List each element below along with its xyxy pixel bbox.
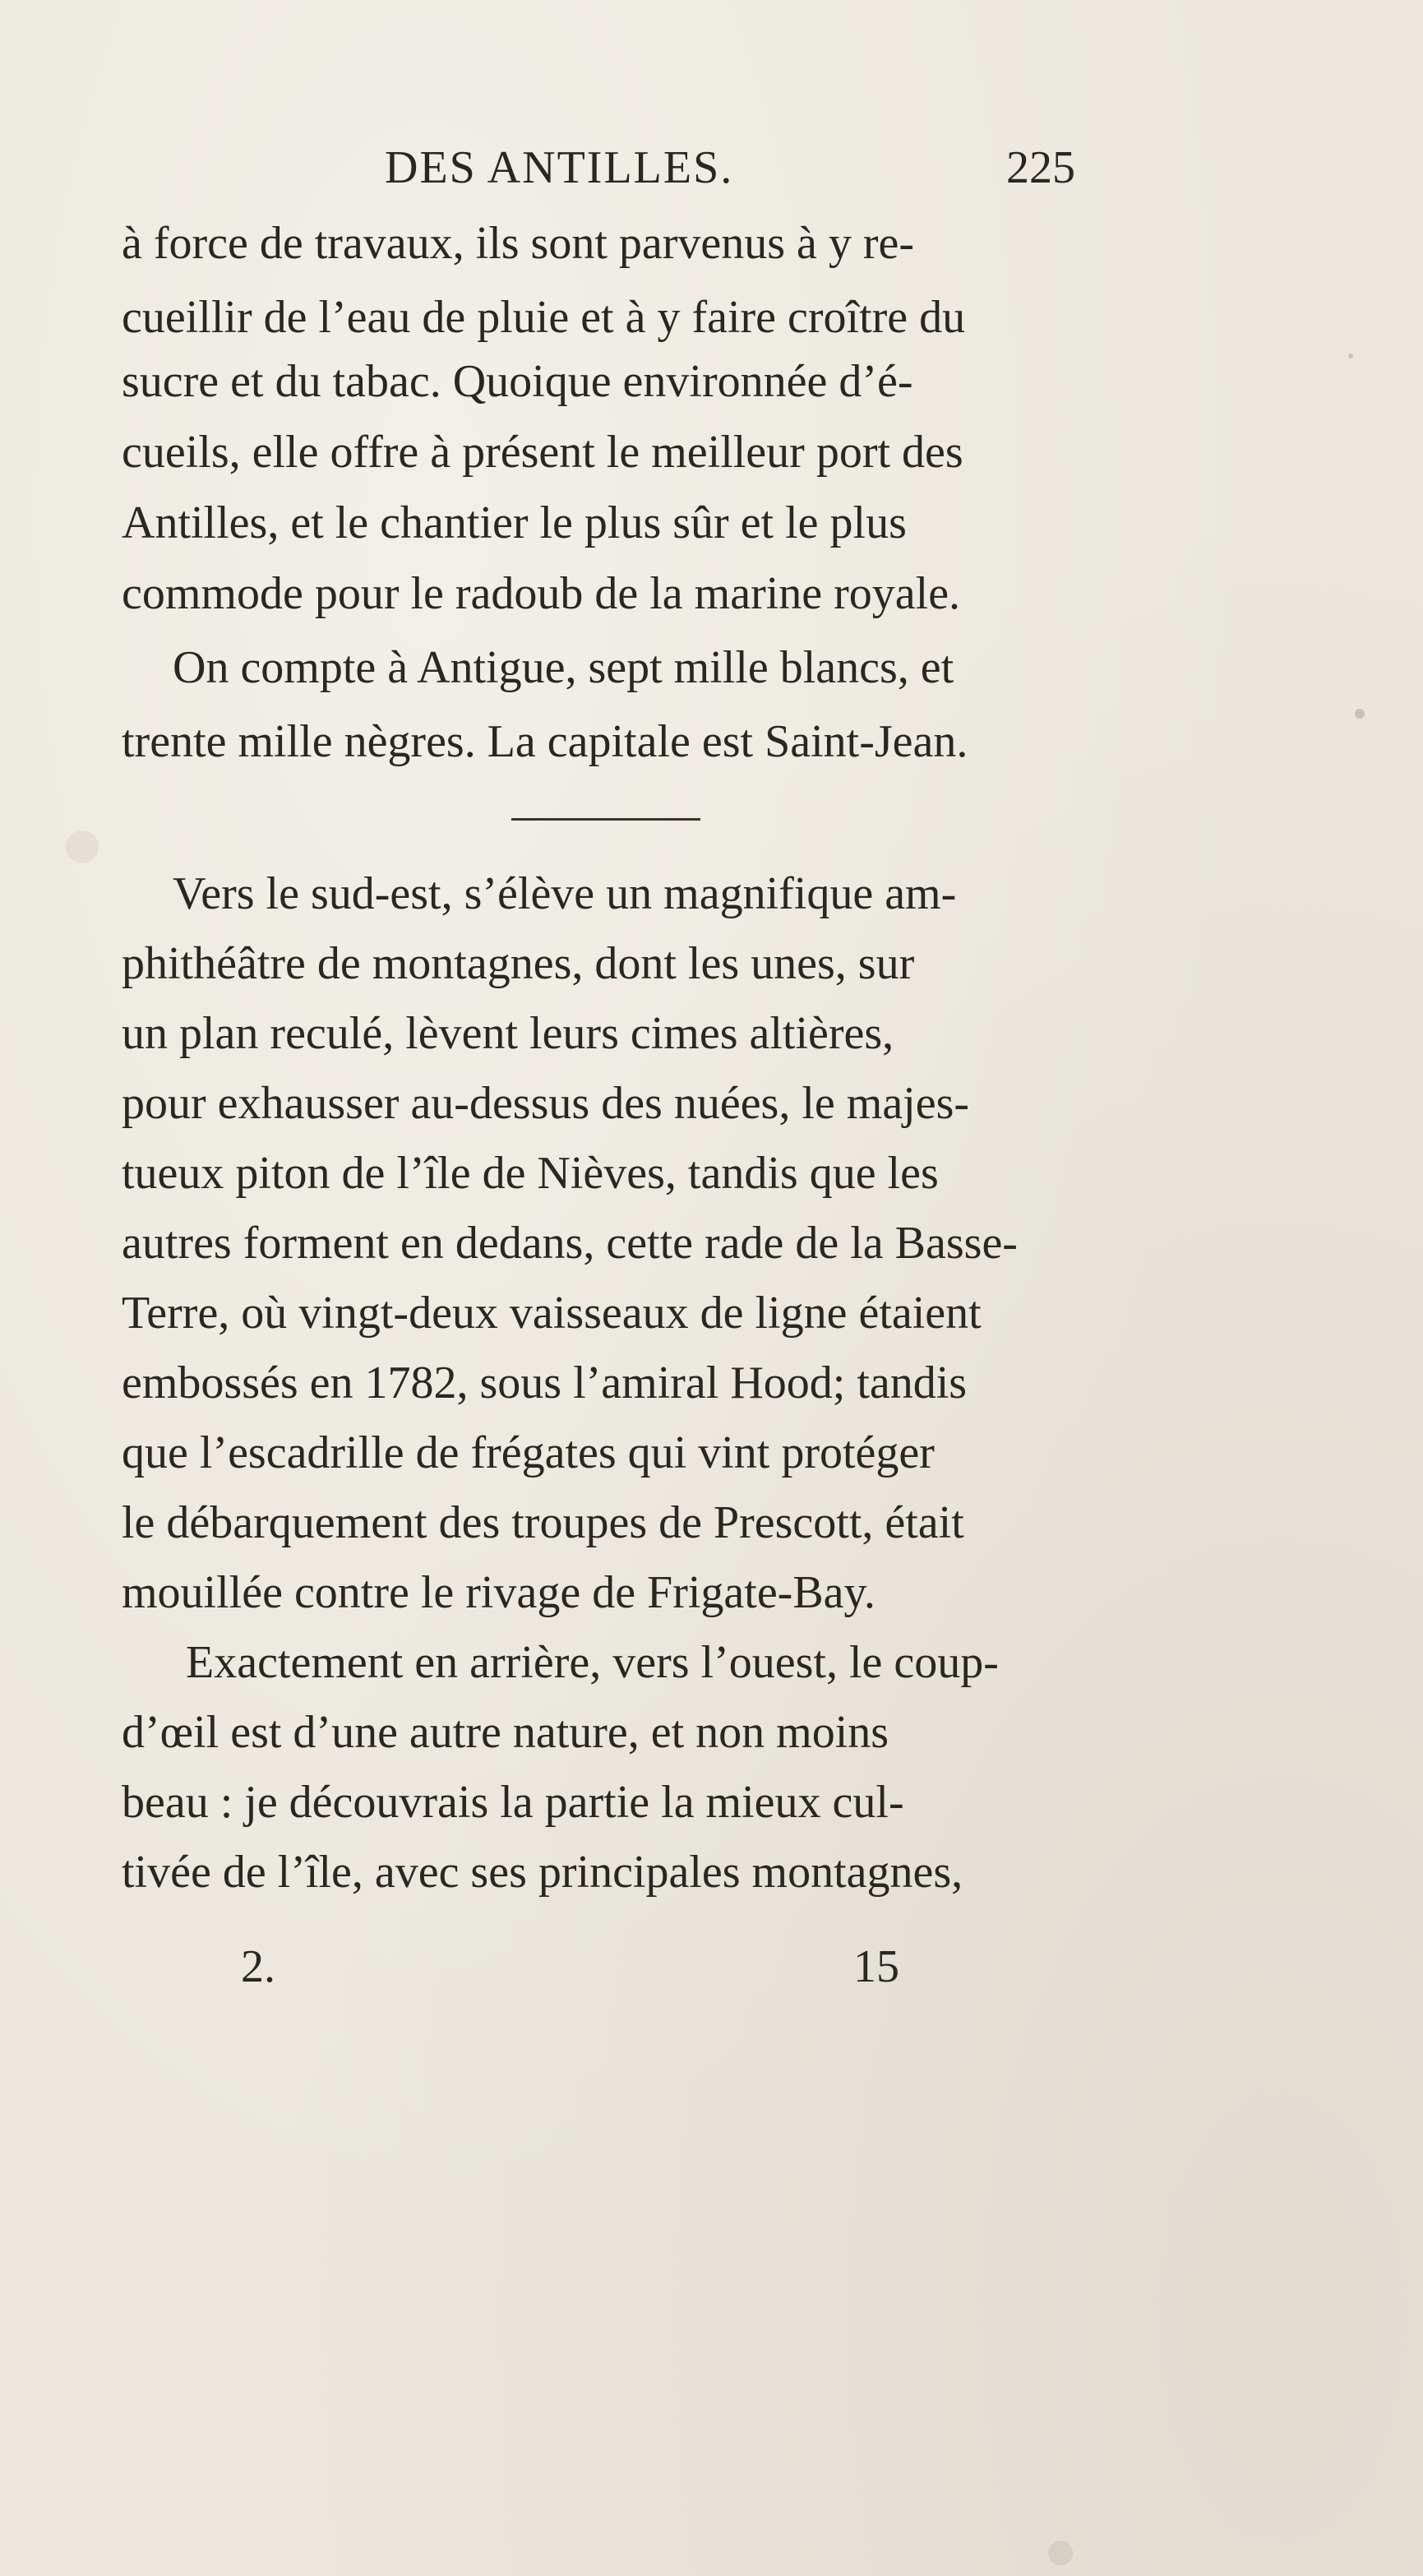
volume-mark: 2. <box>241 1941 275 1992</box>
text-line: Exactement en arrière, vers l’ouest, le coup- <box>186 1637 999 1688</box>
text-line: un plan reculé, lèvent leurs cimes altières, <box>122 1008 894 1059</box>
running-head: DES ANTILLES. <box>385 142 734 193</box>
text-line: cueils, elle offre à présent le meilleur port des <box>122 427 963 478</box>
text-line: beau : je découvrais la partie la mieux cul- <box>122 1777 904 1828</box>
text-line: que l’escadrille de frégates qui vint protéger <box>122 1427 935 1478</box>
text-line: embossés en 1782, sous l’amiral Hood; tandis <box>122 1357 968 1408</box>
signature-line <box>122 1940 1075 1998</box>
page-number: 225 <box>1006 142 1075 193</box>
text-line: trente mille nègres. La capitale est Saint-Jean. <box>122 716 968 767</box>
text-line: commode pour le radoub de la marine royale. <box>122 568 961 619</box>
text-line: On compte à Antigue, sept mille blancs, et <box>173 642 954 693</box>
text-line: Terre, où vingt-deux vaisseaux de ligne étaient <box>122 1288 982 1339</box>
paper-speck <box>66 830 99 863</box>
text-line: phithéâtre de montagnes, dont les unes, sur <box>122 938 915 989</box>
gathering-mark: 15 <box>853 1941 899 1992</box>
text-line: mouillée contre le rivage de Frigate-Bay. <box>122 1567 876 1618</box>
paper-speck <box>1355 709 1365 719</box>
text-line: Antilles, et le chantier le plus sûr et le plus <box>122 497 907 548</box>
text-line: cueillir de l’eau de pluie et à y faire croître du <box>122 292 966 343</box>
section-divider <box>511 818 700 821</box>
paper-speck <box>1348 354 1353 358</box>
text-line: d’œil est d’une autre nature, et non moins <box>122 1707 889 1758</box>
text-line: tivée de l’île, avec ses principales montagnes, <box>122 1847 963 1898</box>
text-line: tueux piton de l’île de Nièves, tandis que les <box>122 1148 939 1199</box>
text-line: à force de travaux, ils sont parvenus à y re- <box>122 218 915 269</box>
text-line: Vers le sud-est, s’élève un magnifique am- <box>173 868 957 919</box>
text-line: le débarquement des troupes de Prescott, était <box>122 1497 964 1548</box>
text-line: sucre et du tabac. Quoique environnée d’é- <box>122 356 913 407</box>
text-line: autres forment en dedans, cette rade de la Basse- <box>122 1218 1018 1269</box>
paper-speck <box>1048 2541 1073 2565</box>
text-line: pour exhausser au-dessus des nuées, le majes- <box>122 1078 970 1129</box>
page-header <box>122 141 1075 199</box>
